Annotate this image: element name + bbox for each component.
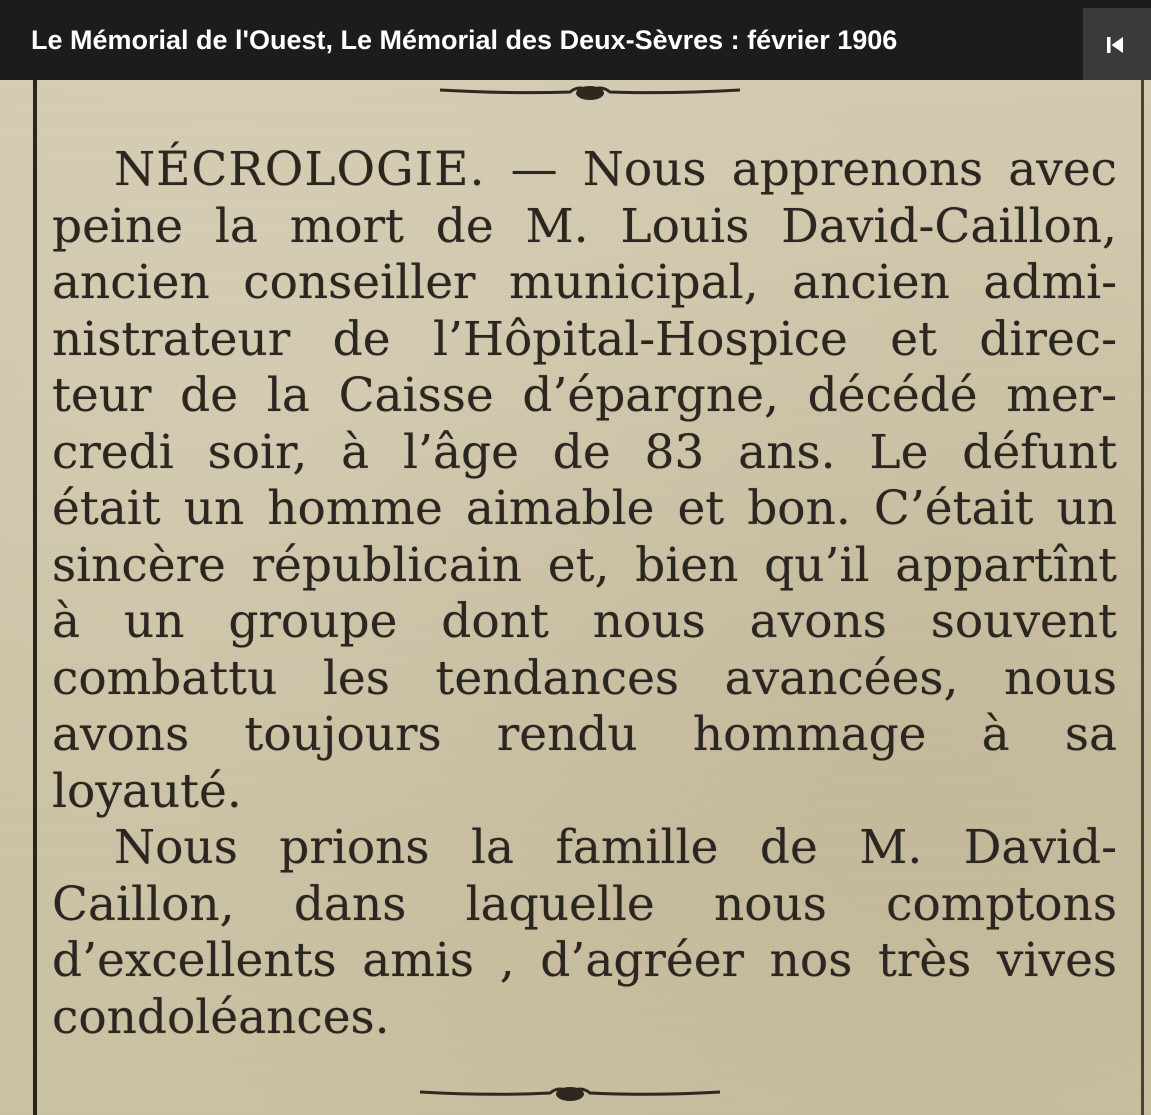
skip-back-button[interactable]: [1083, 8, 1151, 80]
column-rule-right: [1141, 80, 1144, 1115]
scanned-page: [0, 80, 1151, 1115]
article-line: [52, 820, 1117, 877]
article-line: nistrateur de l’Hôpital-Hospice et direc-: [52, 311, 1117, 367]
article-line: credi soir, à l’âge de 83 ans. Le défunt: [52, 424, 1117, 480]
article-line: Caillon, dans laquelle nous comptons: [52, 876, 1117, 932]
article-line: ancien conseiller municipal, ancien admi-: [52, 255, 1117, 310]
skip-back-icon: [1105, 35, 1127, 55]
article-line: combattu les tendances avancées, nous: [52, 650, 1117, 706]
document-title: Le Mémorial de l'Ouest, Le Mémorial des Deux-Sèvres : février 1906: [31, 25, 898, 55]
article-line: avons toujours rendu hommage à sa: [52, 707, 1117, 762]
article-line: peine la mort de M. Louis David-Caillon,: [52, 198, 1117, 254]
ornament-divider-bottom: [410, 1080, 730, 1104]
column-rule-left: [33, 80, 37, 1115]
article-line: était un homme aimable et bon. C’était un: [52, 481, 1117, 536]
article-line: loyauté.: [52, 763, 242, 819]
article-line: à un groupe dont nous avons souvent: [52, 594, 1117, 649]
article-line: teur de la Caisse d’épargne, décédé mer-: [52, 368, 1117, 423]
article-heading: NÉCROLOGIE.: [114, 142, 486, 197]
article-line: [52, 142, 1117, 199]
article-line: condoléances.: [52, 989, 390, 1045]
article-line: sincère républicain et, bien qu’il appartînt: [52, 537, 1117, 593]
article-line-text: — Nous apprenons avec: [510, 142, 1117, 197]
article-line-text: Nous prions la famille de M. David-: [114, 820, 1117, 875]
necrology-article: [52, 142, 1117, 1046]
ornament-divider-top: [430, 80, 750, 104]
article-line: d’excellents amis , d’agréer nos très vives: [52, 933, 1117, 988]
viewer-header: [0, 0, 1151, 80]
